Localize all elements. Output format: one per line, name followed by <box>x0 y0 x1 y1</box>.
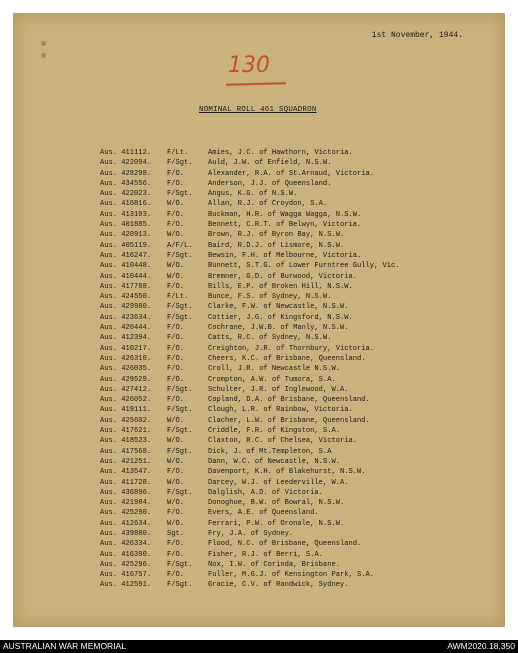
service-number: Aus. 410217. <box>100 344 152 353</box>
member-name: Baird, R.D.J. of Lismore, N.S.W. <box>208 241 345 250</box>
nominal-roll-list <box>100 149 500 592</box>
rank: W/O. <box>167 499 185 508</box>
service-number: Aus. 417788. <box>100 282 152 291</box>
service-number: Aus. 401885. <box>100 221 152 230</box>
rank: F/O. <box>167 550 185 559</box>
rank: F/Lt. <box>167 149 189 157</box>
service-number: Aus. 412591. <box>100 581 152 590</box>
roll-entry <box>100 406 500 416</box>
roll-entry <box>100 283 500 293</box>
member-name: Criddle, F.R. of Kingston, S.A. <box>208 427 340 436</box>
rank: F/Sgt. <box>167 251 193 260</box>
member-name: Anderson, J.J. of Queensland. <box>208 179 332 188</box>
handwritten-page-number: 130 <box>228 53 270 78</box>
member-name: Buckman, H.R. of Wagga Wagga, N.S.W. <box>208 210 362 219</box>
footer-bar <box>0 640 518 653</box>
member-name: Allan, R.J. of Croydon, S.A. <box>208 200 328 209</box>
service-number: Aus. 413547. <box>100 468 152 477</box>
roll-entry <box>100 386 500 396</box>
rank: F/Sgt. <box>167 560 193 569</box>
rank: F/O. <box>167 375 185 384</box>
service-number: Aus. 417621. <box>100 427 152 436</box>
member-name: Catts, R.C. of Sydney, N.S.W. <box>208 334 332 343</box>
service-number: Aus. 410444. <box>100 272 152 281</box>
rank: W/O. <box>167 262 185 271</box>
roll-entry <box>100 520 500 530</box>
rank: F/O. <box>167 210 185 219</box>
punch-hole-mark <box>41 53 46 58</box>
member-name: Auld, J.W. of Enfield, N.S.W. <box>208 159 332 168</box>
service-number: Aus. 426035. <box>100 365 152 374</box>
member-name: Clarke, F.W. of Newcastle, N.S.W. <box>208 303 349 312</box>
service-number: Aus. 411112. <box>100 149 152 157</box>
document-page <box>13 13 505 627</box>
roll-entry <box>100 581 500 591</box>
service-number: Aus. 423634. <box>100 313 152 322</box>
member-name: Bunnett, S.T.G. of Lower Furntree Gully, Vic. <box>208 262 400 271</box>
rank: F/O. <box>167 468 185 477</box>
member-name: Bremner, G.D. of Burwood, Victoria. <box>208 272 357 281</box>
roll-entry <box>100 376 500 386</box>
service-number: Aus. 425290. <box>100 509 152 518</box>
roll-entry <box>100 273 500 283</box>
member-name: Bewsin, F.H. of Melbourne, Victoria. <box>208 251 362 260</box>
member-name: Clough, L.R. of Rainbow, Victoria. <box>208 406 353 415</box>
roll-entry <box>100 458 500 468</box>
service-number: Aus. 413103. <box>100 210 152 219</box>
service-number: Aus. 411728. <box>100 478 152 487</box>
rank: W/O. <box>167 519 185 528</box>
service-number: Aus. 426334. <box>100 540 152 549</box>
service-number: Aus. 421984. <box>100 499 152 508</box>
roll-entry <box>100 479 500 489</box>
service-number: Aus. 416757. <box>100 571 152 580</box>
roll-entry <box>100 190 500 200</box>
member-name: Amies, J.C. of Hawthorn, Victoria. <box>208 149 353 157</box>
rank: W/O. <box>167 416 185 425</box>
member-name: Cochrane, J.W.B. of Manly, N.S.W. <box>208 324 349 333</box>
member-name: Bunce, F.S. of Sydney, N.S.W. <box>208 293 332 302</box>
service-number: Aus. 434556. <box>100 179 152 188</box>
rank: F/O. <box>167 344 185 353</box>
rank: Sgt. <box>167 529 185 538</box>
rank: W/O. <box>167 437 185 446</box>
member-name: Creighton, J.R. of Thornbury, Victoria. <box>208 344 375 353</box>
rank: F/O. <box>167 169 185 178</box>
roll-entry <box>100 540 500 550</box>
service-number: Aus. 416816. <box>100 200 152 209</box>
roll-entry <box>100 530 500 540</box>
member-name: Alexander, R.A. of St.Arnaud, Victoria. <box>208 169 375 178</box>
service-number: Aus. 428298. <box>100 169 152 178</box>
member-name: Davenport, K.H. of Blakehurst, N.S.W. <box>208 468 366 477</box>
service-number: Aus. 405119. <box>100 241 152 250</box>
service-number: Aus. 412394. <box>100 334 152 343</box>
rank: W/O. <box>167 200 185 209</box>
service-number: Aus. 416247. <box>100 251 152 260</box>
rank: F/Sgt. <box>167 406 193 415</box>
rank: F/Sgt. <box>167 581 193 590</box>
rank: F/Sgt. <box>167 313 193 322</box>
service-number: Aus. 421251. <box>100 457 152 466</box>
member-name: Copland, D.A. of Brisbane, Queensland. <box>208 396 370 405</box>
punch-hole-mark <box>41 41 46 46</box>
member-name: Ferrari, P.W. of Oronale, N.S.W. <box>208 519 345 528</box>
service-number: Aus. 429980. <box>100 303 152 312</box>
member-name: Bennett, C.R.T. of Belwyn, Victoria. <box>208 221 362 230</box>
roll-entry <box>100 293 500 303</box>
rank: A/F/L. <box>167 241 193 250</box>
roll-entry <box>100 242 500 252</box>
roll-entry <box>100 170 500 180</box>
service-number: Aus. 412634. <box>100 519 152 528</box>
member-name: Donoghue, B.W. of Bowral, N.S.W. <box>208 499 345 508</box>
member-name: Croll, J.R. of Newcastle N.S.W. <box>208 365 340 374</box>
roll-entry <box>100 303 500 313</box>
roll-entry <box>100 324 500 334</box>
service-number: Aus. 436896. <box>100 488 152 497</box>
rank: F/Sgt. <box>167 159 193 168</box>
rank: F/Sgt. <box>167 190 193 199</box>
service-number: Aus. 420444. <box>100 324 152 333</box>
rank: F/Sgt. <box>167 385 193 394</box>
member-name: Darcey, W.J. of Leederville, W.A. <box>208 478 349 487</box>
rank: F/Sgt. <box>167 303 193 312</box>
rank: F/Lt. <box>167 293 189 302</box>
member-name: Dann, W.C. of Newcastle, N.S.W. <box>208 457 340 466</box>
roll-entry <box>100 417 500 427</box>
service-number: Aus. 426310. <box>100 354 152 363</box>
rank: F/O. <box>167 334 185 343</box>
service-number: Aus. 429529. <box>100 375 152 384</box>
service-number: Aus. 410448. <box>100 262 152 271</box>
member-name: Nox, I.W. of Corinda, Brisbane. <box>208 560 340 569</box>
roll-entry <box>100 396 500 406</box>
roll-entry <box>100 551 500 561</box>
rank: F/Sgt. <box>167 447 193 456</box>
service-number: Aus. 424550. <box>100 293 152 302</box>
service-number: Aus. 417568. <box>100 447 152 456</box>
rank: F/Sgt. <box>167 488 193 497</box>
roll-entry <box>100 365 500 375</box>
rank: F/O. <box>167 221 185 230</box>
service-number: Aus. 422023. <box>100 190 152 199</box>
roll-entry <box>100 221 500 231</box>
rank: F/O. <box>167 396 185 405</box>
document-title: NOMINAL ROLL 461 SQUADRON <box>199 106 317 114</box>
member-name: Schulter, J.R. of Inglewood, W.A. <box>208 385 349 394</box>
footer-accession-id: AWM2020.18.350 <box>447 641 515 651</box>
footer-credit: AUSTRALIAN WAR MEMORIAL <box>3 641 126 651</box>
roll-entry <box>100 499 500 509</box>
roll-entry <box>100 334 500 344</box>
roll-entry <box>100 231 500 241</box>
member-name: Cheers, K.C. of Brisbane, Queensland. <box>208 354 366 363</box>
service-number: Aus. 425296. <box>100 560 152 569</box>
rank: F/O. <box>167 365 185 374</box>
member-name: Clacher, L.W. of Brisbane, Queensland. <box>208 416 370 425</box>
roll-entry <box>100 571 500 581</box>
member-name: Brown, R.J. of Byron Bay, N.S.W. <box>208 231 345 240</box>
roll-entry <box>100 200 500 210</box>
service-number: Aus. 418523. <box>100 437 152 446</box>
roll-entry <box>100 448 500 458</box>
roll-entry <box>100 345 500 355</box>
roll-entry <box>100 489 500 499</box>
service-number: Aus. 439880. <box>100 529 152 538</box>
roll-entry <box>100 180 500 190</box>
member-name: Evers, A.E. of Queensland. <box>208 509 319 518</box>
member-name: Dick, J. of Mt.Templeton, S.A <box>208 447 332 456</box>
rank: F/O. <box>167 509 185 518</box>
member-name: Cottier, J.G. of Kingsford, N.S.W. <box>208 313 353 322</box>
roll-entry <box>100 509 500 519</box>
rank: W/O. <box>167 231 185 240</box>
roll-entry <box>100 159 500 169</box>
roll-entry <box>100 561 500 571</box>
service-number: Aus. 420913. <box>100 231 152 240</box>
rank: F/O. <box>167 354 185 363</box>
roll-entry <box>100 355 500 365</box>
roll-entry <box>100 211 500 221</box>
member-name: Crompton, A.W. of Tumora, S.A. <box>208 375 336 384</box>
member-name: Bills, E.P. of Broken Hill, N.S.W. <box>208 282 353 291</box>
member-name: Gracie, C.V. of Randwick, Sydney. <box>208 581 349 590</box>
rank: F/O. <box>167 571 185 580</box>
roll-entry <box>100 427 500 437</box>
rank: W/O. <box>167 272 185 281</box>
page-number-underline <box>226 82 286 86</box>
service-number: Aus. 416390. <box>100 550 152 559</box>
rank: W/O. <box>167 457 185 466</box>
member-name: Fuller, M.G.J. of Kensington Park, S.A. <box>208 571 375 580</box>
roll-entry <box>100 252 500 262</box>
member-name: Fisher, R.J. of Berri, S.A. <box>208 550 323 559</box>
roll-entry <box>100 262 500 272</box>
member-name: Claxton, R.C. of Chelsea, Victoria. <box>208 437 357 446</box>
service-number: Aus. 425602. <box>100 416 152 425</box>
roll-entry <box>100 437 500 447</box>
member-name: Fry, J.A. of Sydney. <box>208 529 294 538</box>
rank: W/O. <box>167 478 185 487</box>
roll-entry <box>100 314 500 324</box>
roll-entry <box>100 468 500 478</box>
document-date: 1st November, 1944. <box>371 31 463 40</box>
service-number: Aus. 422094. <box>100 159 152 168</box>
rank: F/Sgt. <box>167 427 193 436</box>
rank: F/O. <box>167 179 185 188</box>
roll-entry <box>100 149 500 159</box>
member-name: Angus, K.G. of N.S.W. <box>208 190 298 199</box>
rank: F/O. <box>167 324 185 333</box>
service-number: Aus. 419111. <box>100 406 152 415</box>
member-name: Dalglish, A.D. of Victoria. <box>208 488 323 497</box>
member-name: Flood, N.C. of Brisbane, Queensland. <box>208 540 362 549</box>
service-number: Aus. 426052. <box>100 396 152 405</box>
rank: F/O. <box>167 540 185 549</box>
rank: F/O. <box>167 282 185 291</box>
service-number: Aus. 427412. <box>100 385 152 394</box>
